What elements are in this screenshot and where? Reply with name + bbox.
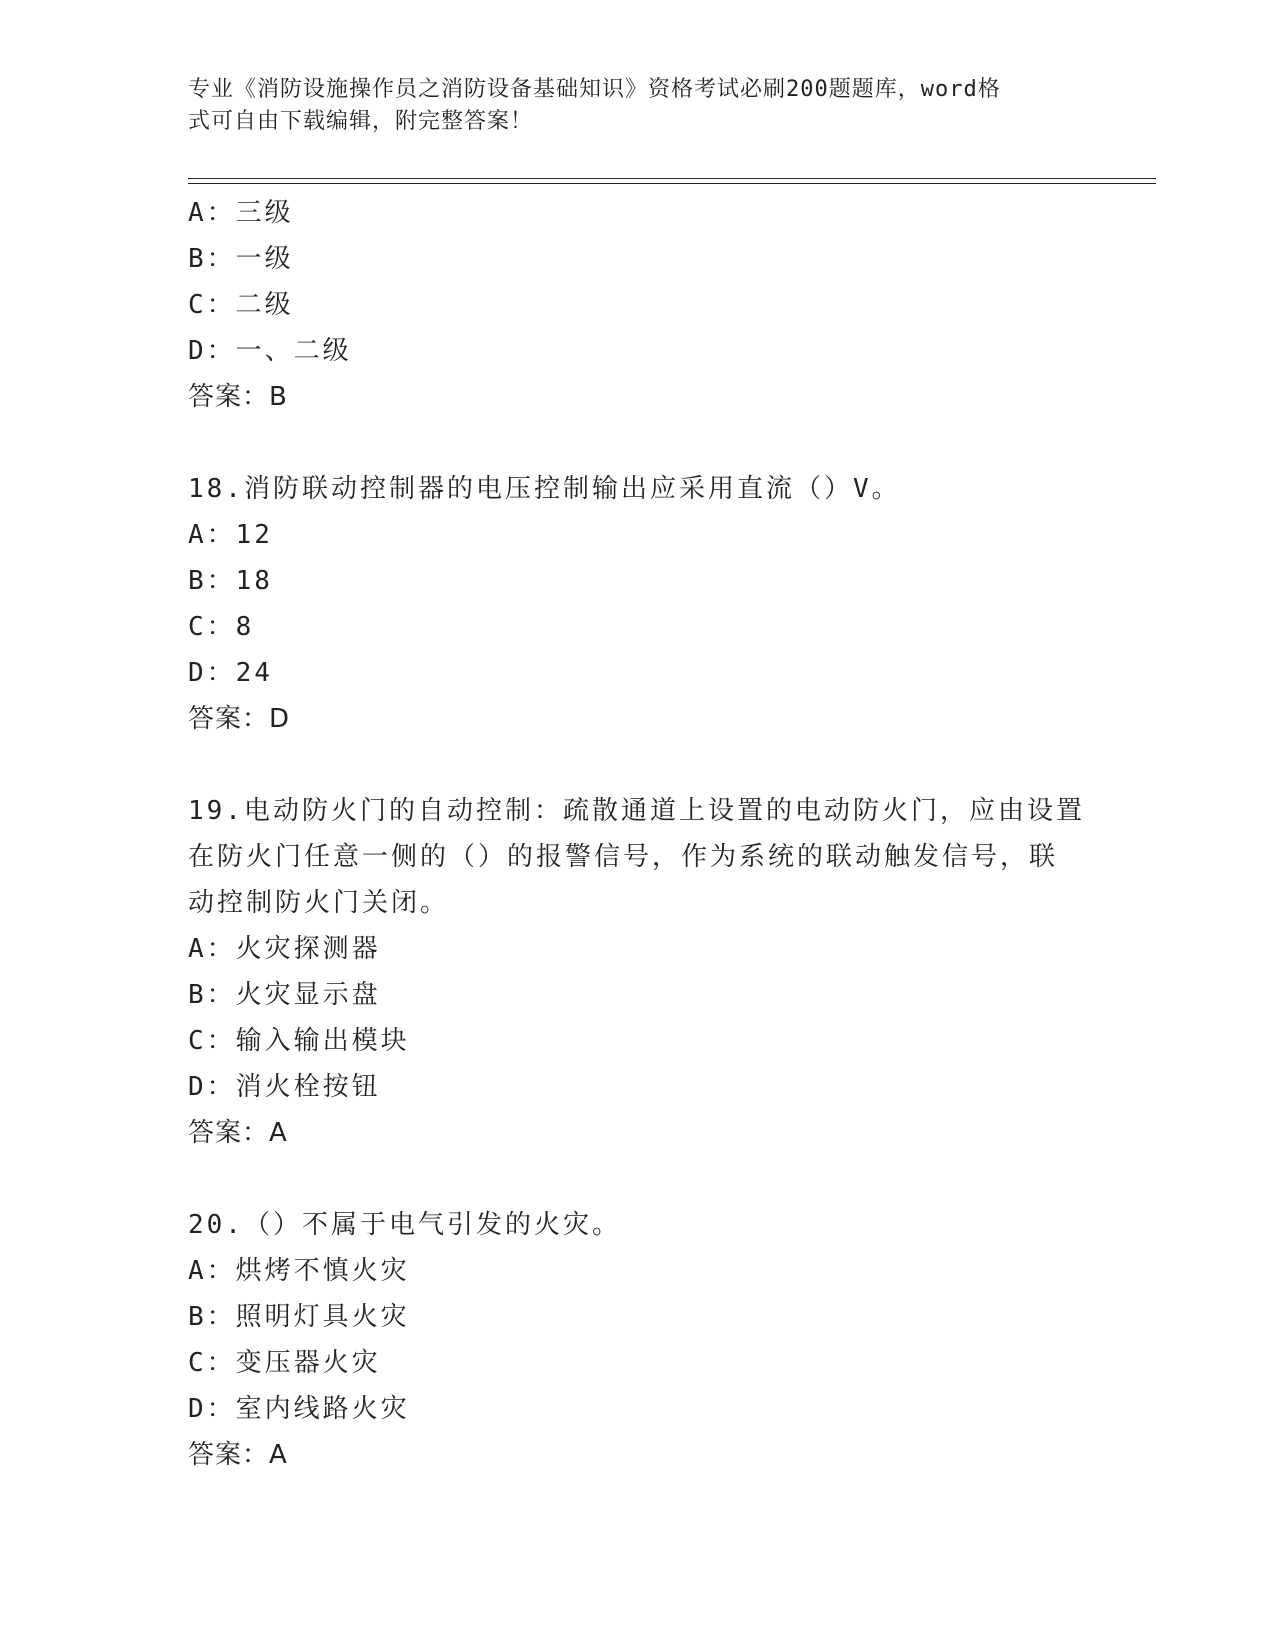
option-a: A：三级: [188, 198, 294, 228]
option-a: A：烘烤不慎火灾: [188, 1256, 410, 1286]
header-rule-top: [188, 178, 1156, 179]
question-list: [188, 190, 1088, 1478]
option-c: C：8: [188, 612, 255, 642]
spacer: [188, 742, 1088, 788]
header-line-2: 式可自由下载编辑，附完整答案！: [188, 109, 534, 134]
spacer: [188, 1156, 1088, 1202]
option-c: C：二级: [188, 290, 294, 320]
option-a: A：12: [188, 520, 273, 550]
option-b: B：一级: [188, 244, 294, 274]
question-stem-line-3: 动控制防火门关闭。: [188, 888, 450, 918]
option-c: C：变压器火灾: [188, 1348, 381, 1378]
option-b: B：照明灯具火灾: [188, 1302, 410, 1332]
answer: 答案：A: [188, 1118, 288, 1148]
header-line-1: 专业《消防设施操作员之消防设备基础知识》资格考试必刷200题题库，word格: [188, 77, 1001, 102]
answer: 答案：D: [188, 704, 291, 734]
option-d: D：室内线路火灾: [188, 1394, 410, 1424]
option-b: B：火灾显示盘: [188, 980, 381, 1010]
question-stem: 20.（）不属于电气引发的火灾。: [188, 1210, 621, 1240]
option-d: D：消火栓按钮: [188, 1072, 381, 1102]
question-stem: [188, 788, 1088, 926]
option-a: A：火灾探测器: [188, 934, 381, 964]
question-20: [188, 1202, 1088, 1478]
answer: 答案：A: [188, 1440, 288, 1470]
option-b: B：18: [188, 566, 273, 596]
question-18: [188, 466, 1088, 742]
spacer: [188, 420, 1088, 466]
question-17: [188, 190, 1088, 420]
option-d: D：一、二级: [188, 336, 352, 366]
header-rule-bottom: [188, 183, 1156, 184]
option-d: D：24: [188, 658, 273, 688]
question-stem: 18.消防联动控制器的电压控制输出应采用直流（）V。: [188, 474, 901, 504]
question-stem-line-2: 在防火门任意一侧的（）的报警信号，作为系统的联动触发信号，联: [188, 842, 1059, 872]
question-19: [188, 788, 1088, 1156]
document-header: [188, 74, 1088, 138]
answer: 答案：B: [188, 382, 288, 412]
question-stem-line-1: 19.电动防火门的自动控制：疏散通道上设置的电动防火门，应由设置: [188, 796, 1085, 826]
option-c: C：输入输出模块: [188, 1026, 410, 1056]
